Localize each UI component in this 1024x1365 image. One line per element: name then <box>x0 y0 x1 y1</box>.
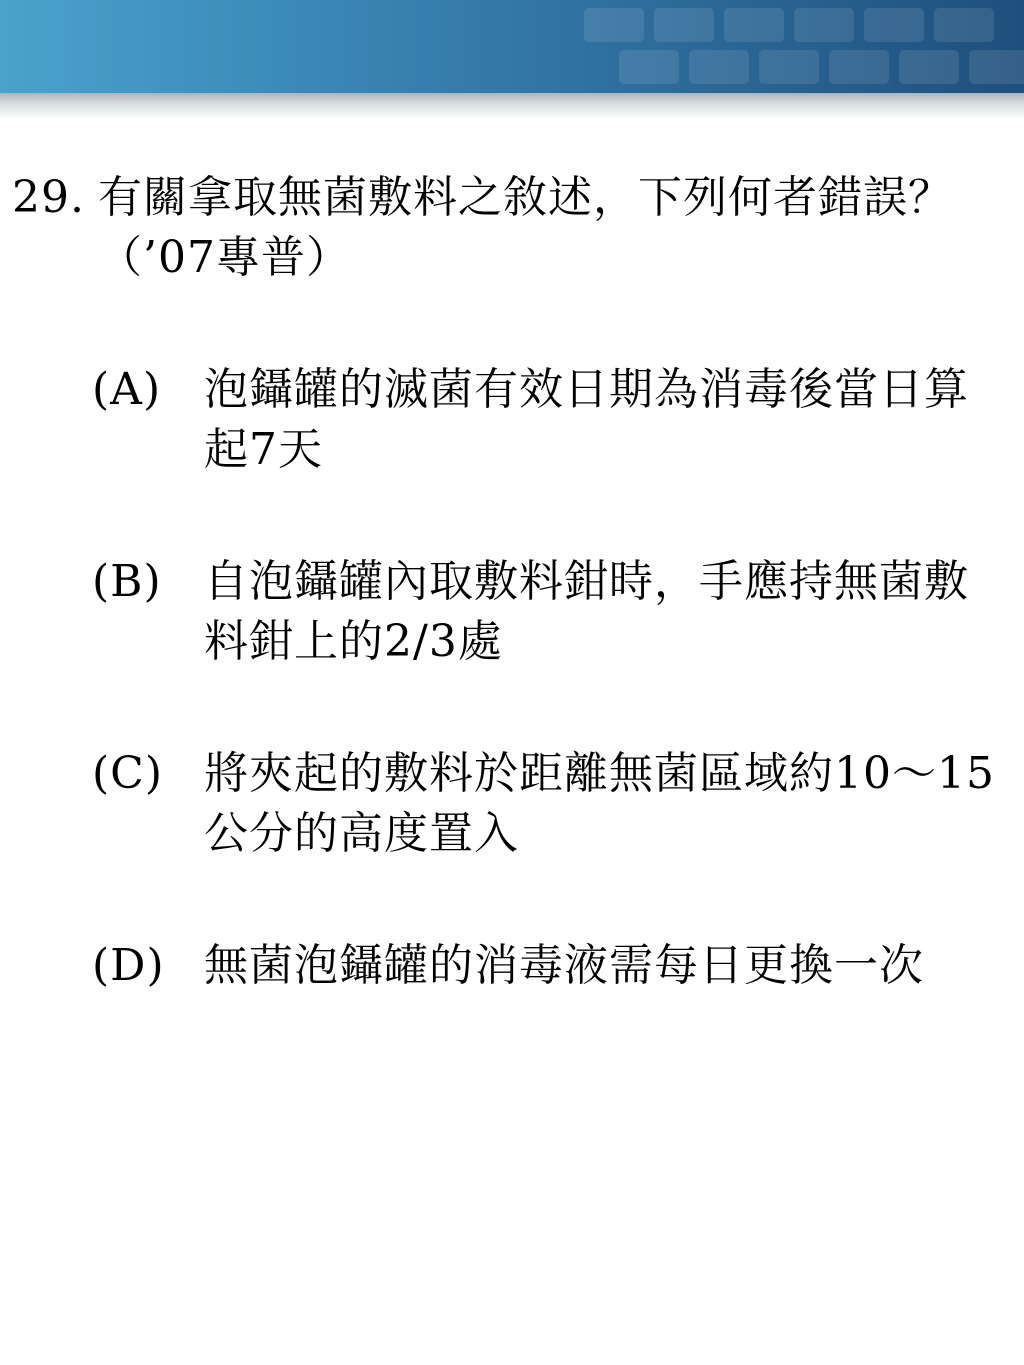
question-number: 29. <box>12 172 85 223</box>
options-list <box>92 360 1002 1068</box>
question <box>12 168 1002 288</box>
option-text: 將夾起的敷料於距離無菌區域約10～15公分的高度置入 <box>204 748 995 859</box>
option-label: (A) <box>92 364 162 415</box>
option-text: 無菌泡鑷罐的消毒液需每日更換一次 <box>204 940 924 991</box>
option-c <box>92 744 1002 864</box>
header-decoration <box>564 0 1024 93</box>
option-text: 泡鑷罐的滅菌有效日期為消毒後當日算起7天 <box>204 364 969 475</box>
option-b <box>92 552 1002 672</box>
option-text: 自泡鑷罐內取敷料鉗時，手應持無菌敷料鉗上的2/3處 <box>204 556 969 667</box>
header-band <box>0 0 1024 93</box>
option-a <box>92 360 1002 480</box>
question-text: 有關拿取無菌敷料之敘述，下列何者錯誤？（’07專普） <box>98 172 953 283</box>
option-label: (D) <box>92 940 165 991</box>
option-label: (C) <box>92 748 163 799</box>
header-shadow <box>0 93 1024 119</box>
option-label: (B) <box>92 556 162 607</box>
option-d <box>92 936 1002 996</box>
